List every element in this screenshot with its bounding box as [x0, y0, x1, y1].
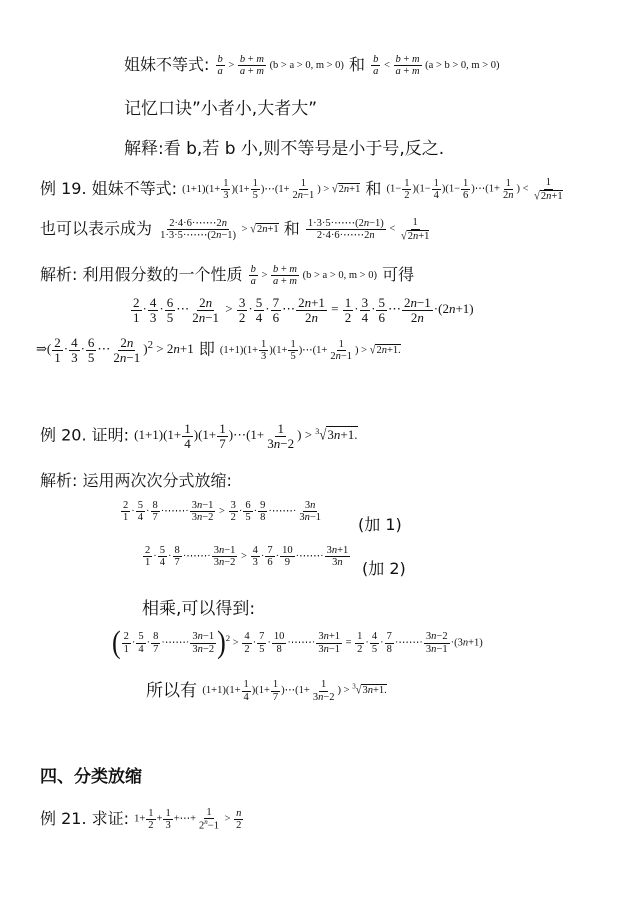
example-19-conclusion: (1+1)(1+ $\frac{1}{3}$ )(1+ $\frac{1}{5}$ )⋯(1+ $\frac{1}{2n-1}$ ) > √2n+1. — [219, 338, 401, 362]
explanation-line: 解释:看 b,若 b 小,则不等号是小于号,反之. — [124, 139, 445, 159]
sister-inequality-formula-1: $\frac{b}{a}$ > $\frac{b + m}{a + m}$ (b > a > 0, m > 0) — [217, 53, 344, 77]
analysis-label: 解析: 利用假分数的一个性质 — [40, 265, 243, 284]
example-19-step-2 — [36, 336, 401, 364]
example-19-alt-formula-2: $\frac{1\cdot 3\cdot 5\cdot\cdots\cdots(2n-1)}{2\cdot 4\cdot 6\cdot\cdots\cdots 2n}$ < $\frac{1}{√2n+1}$ — [307, 217, 430, 243]
example-20-ineq-1: $\frac{2}{1}$ · $\frac{5}{4}$ · $\frac{8}{7}$ ·⋯⋯· $\frac{3n-1}{3n-2}$ > $\frac{3}{2}$ · $\frac{6}{5}$ · $\frac{9}{8}$ ·⋯⋯· $\frac{3n}{3n-1}$ — [123, 500, 322, 524]
example-20-conclusion: (1+1)(1+ $\frac{1}{4}$ )(1+ $\frac{1}{7}$ )⋯(1+ $\frac{1}{3n-2}$ ) > $^3$√3n+1. — [202, 679, 387, 703]
example-21-line — [40, 806, 244, 832]
squared-product-inequality: ⇒( $\frac{2}{1}$ · $\frac{4}{3}$ · $\frac{6}{5}$ ⋯ $\frac{2n}{2n-1}$ )$^2$ > 2n+1 — [36, 335, 194, 365]
example-19-line — [40, 176, 566, 202]
obtain-word: 可得 — [382, 265, 415, 284]
example-20-product: ( $\frac{2}{1}$ · $\frac{5}{4}$ · $\frac{8}{7}$ ·⋯⋯· $\frac{3n-1}{3n-2}$ )$^2$ > $\frac{4}{2}$ · $\frac{7}{5}$ · $\frac{10}{8}$ ·⋯⋯· $\frac{3n+1}{3n-1}$ = $\frac{1}{2}$ · $\frac{4}{5}$ · $\frac{7}{8}$ ·⋯⋯· $\frac{3n-2}{3n-1}$ ·(3n+1) — [112, 625, 483, 660]
example-19-label: 例 19. 姐妹不等式: — [40, 179, 178, 198]
section-4-heading: 四、分类放缩 — [40, 767, 142, 787]
tag-add-1: (加 1) — [358, 515, 402, 534]
example-20-analysis: 解析: 运用两次次分式放缩: — [40, 471, 232, 490]
example-21-label: 例 21. 求证: — [40, 809, 130, 828]
example-19-analysis-line — [40, 262, 414, 287]
and-word: 和 — [365, 179, 382, 198]
and-word: 和 — [283, 219, 300, 238]
ji-word: 即 — [198, 339, 215, 359]
therefore-word: 所以有 — [146, 681, 197, 701]
tag-add-2: (加 2) — [362, 559, 406, 578]
mnemonic-line: 记忆口诀”小者小,大者大” — [124, 99, 318, 119]
also-represented-label: 也可以表示成为 — [40, 219, 153, 238]
example-19-formula-2: (1− $\frac{1}{2}$ )(1− $\frac{1}{4}$ )(1− $\frac{1}{6}$ )⋯(1+ $\frac{1}{2n}$ ) < $\frac{1}{√2n+1}$ — [386, 177, 563, 203]
example-19-alt-formula-1: $\frac{2\cdot 4\cdot 6\cdot\cdots\cdots 2n}{1\cdot 3\cdot 5\cdot\cdots\cdots(2n-1)}$ > √2n+1 — [160, 217, 279, 241]
example-20-line — [40, 422, 358, 450]
example-21-formula: 1+ $\frac{1}{2}$ + $\frac{1}{3}$ +⋯+ $\frac{1}{2^n-1}$ > $\frac{n}{2}$ — [134, 807, 242, 832]
sister-inequality-line — [124, 52, 500, 77]
multiply-text: 相乘,可以得到: — [142, 599, 256, 619]
example-20-label: 例 20. 证明: — [40, 425, 130, 445]
example-19-step-1: $\frac{2}{1}$ · $\frac{4}{3}$ · $\frac{6}{5}$ ⋯ $\frac{2n}{2n-1}$ > $\frac{3}{2}$ · $\frac{5}{4}$ · $\frac{7}{6}$ ⋯ $\frac{2n+1}{2n}$ = $\frac{1}{2}$ · $\frac{3}{4}$ · $\frac{5}{6}$ ⋯ $\frac{2n-1}{2n}$ ·(2n+1) — [133, 295, 474, 325]
therefore-line — [146, 676, 387, 703]
example-20-ineq-2: $\frac{2}{1}$ · $\frac{5}{4}$ · $\frac{8}{7}$ ·⋯⋯· $\frac{3n-1}{3n-2}$ > $\frac{4}{3}$ · $\frac{7}{6}$ · $\frac{10}{9}$ ·⋯⋯· $\frac{3n+1}{3n}$ — [145, 545, 349, 569]
and-word: 和 — [349, 55, 366, 74]
example-20-formula: (1+1)(1+ $\frac{1}{4}$ )(1+ $\frac{1}{7}$ )⋯(1+ $\frac{1}{3n-2}$ ) > $^3$√3n+1. — [134, 421, 358, 451]
example-19-alt-line — [40, 216, 432, 242]
improper-fraction-property: $\frac{b}{a}$ > $\frac{b + m}{a + m}$ (b > a > 0, m > 0) — [250, 263, 377, 287]
sister-inequality-label: 姐妹不等式: — [124, 55, 210, 74]
sister-inequality-formula-2: $\frac{b}{a}$ < $\frac{b + m}{a + m}$ (a > b > 0, m > 0) — [373, 53, 500, 77]
example-19-formula-1: (1+1)(1+ $\frac{1}{3}$ )(1+ $\frac{1}{5}$ )⋯(1+ $\frac{1}{2n-1}$ ) > √2n+1 — [182, 177, 361, 201]
